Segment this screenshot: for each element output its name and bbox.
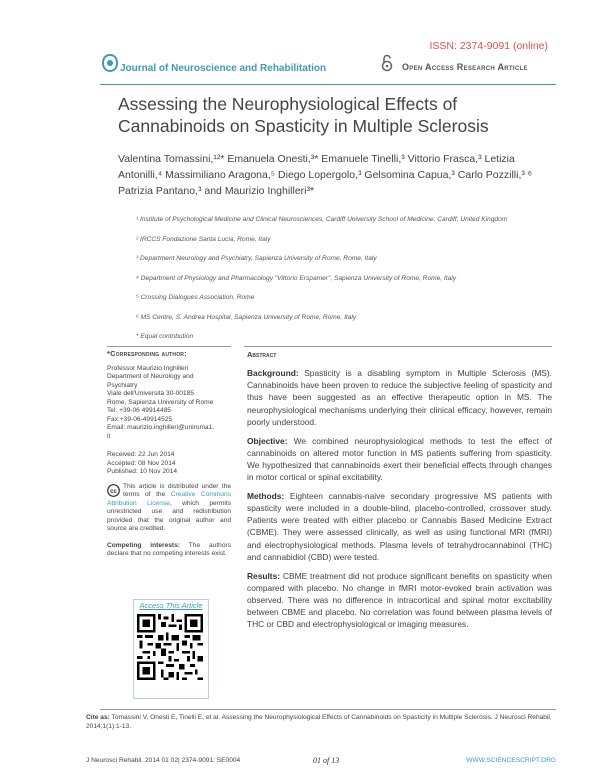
methods-label: Methods: — [247, 490, 285, 501]
affiliation-item: ³ Department Neurology and Psychiatry, Sapienza University of Rome, Rome, Italy — [136, 255, 377, 262]
website-link[interactable]: WWW.SCIENCESCRIPT.ORG — [466, 757, 556, 764]
abstract-results — [247, 570, 552, 631]
affiliation-item: ⁴ Department of Physiology and Pharmacology "Vittorio Erspamer", Sapienza University of Rome, Rome, Italy — [136, 274, 457, 282]
citation — [86, 713, 556, 731]
competing-interests-label: Competing interests: — [107, 541, 180, 549]
abstract-methods — [247, 490, 552, 563]
page-number: 01 of 13 — [313, 756, 340, 765]
published-date: Published: 10 Nov 2014 — [107, 468, 178, 475]
license-block — [107, 483, 231, 534]
results-text: CBME treatment did not produce significant benefits on spasticity when compared with placebo. No change in fMRI motor-evoked brain activation was observed. There was no difference in intracortical and spinal motor excitability between CBME and placebo. No correlation was found between plasma levels of THC or CBD and electrophysiological or imaging measures. — [247, 570, 553, 630]
qr-code-icon[interactable] — [137, 614, 203, 680]
sidebar-divider — [107, 346, 231, 347]
background-text: Spasticity is a disabling symptom in Multiple Sclerosis (MS). Cannabinoids have been proven to reduce the subjective feeling of spasticity and thus have been suggested as an effective therapeutic option in MS. The neurophysiological mechanisms underlying their clinical efficacy, however, remain poorly understood. — [247, 368, 553, 427]
corr-line: Rome, Sapienza University of Rome — [107, 398, 214, 406]
objective-label: Objective: — [247, 435, 288, 446]
abstract-body — [247, 367, 552, 637]
competing-interests-text: The authors declare that no competing interests exist. — [107, 541, 231, 557]
access-article-link[interactable]: Access This Article — [139, 601, 203, 610]
author-list: Valentina Tomassini,¹²* Emanuela Onesti,³* Emanuele Tinelli,³ Vittorio Frasca,³ Letizia Antonilli,⁴ Massimiliano Aragona,⁵ Diego Lopergolo,³ Gelsomina Capua,³ Carlo Pozzilli,³ ⁶ Patrizia Pantano,³ and Maurizio Inghilleri³* — [118, 153, 533, 197]
journal-name: Journal of Neuroscience and Rehabilitation — [120, 63, 327, 74]
corr-line: Fax:+39-06-49914525 — [107, 415, 173, 423]
footer-journal-ref: J Neurosci Rehabil. 2014 01 02| 2374-9091: SE0004 — [86, 757, 241, 764]
cite-label: Cite as: — [86, 714, 110, 721]
article-title: Assessing the Neurophysiological Effects of Cannabinoids on Spasticity in Multiple Sclerosis — [118, 94, 489, 136]
corr-line: Professor Maurizio Inghilleri — [107, 364, 189, 372]
accepted-date: Accepted: 08 Nov 2014 — [107, 459, 176, 467]
svg-text:cc: cc — [110, 488, 117, 495]
issn-label: ISSN: 2374-9091 (online) — [429, 40, 548, 52]
corr-line: it — [107, 432, 111, 440]
abstract-background — [247, 367, 552, 428]
journal-logo-icon — [102, 54, 118, 72]
email-link[interactable]: Email: maurizio.inghilleri@uniroma1. — [107, 424, 215, 431]
abstract-divider — [244, 346, 552, 347]
header-divider — [100, 84, 556, 85]
open-access-lock-icon — [380, 54, 394, 72]
affiliation-item: ² IRCCS Fondazione Santa Lucia, Rome, Italy — [136, 235, 271, 243]
affiliations — [136, 216, 556, 353]
background-label: Background: — [247, 368, 299, 378]
corr-line: Viale dell'Università 30-00185 — [107, 390, 194, 397]
affiliation-item: ⁶ MS Centre, S. Andrea Hospital, Sapienza University of Rome, Rome, Italy — [136, 313, 357, 321]
results-label: Results: — [247, 570, 281, 581]
corr-line: Tel: +39-06 49914485 — [107, 407, 171, 414]
open-access-label: Open Access Research Article — [402, 62, 528, 72]
abstract-heading: Abstract — [247, 350, 277, 359]
affiliation-item: * Equal contribution — [136, 333, 194, 340]
objective-text: We combined neurophysiological methods to test the effect of cannabinoids on altered motor function in MS patients suffering from spasticity. We hypothesized that cannabinoids exert their beneficial effects through changes in motor cortical or spinal excitability. — [247, 435, 552, 483]
competing-interests — [107, 542, 231, 559]
corresponding-author-heading: *Corresponding author: — [107, 349, 187, 358]
creative-commons-link[interactable]: Creative Commons Attribution License — [107, 491, 231, 507]
license-text: , which permits unrestricted use and redistribution provided that the original author and source are credited. — [107, 499, 231, 532]
affiliation-item: ¹ Institute of Psychological Medicine and Clinical Neurosciences, Cardiff University School of Medicine, Cardiff, United Kingdom — [136, 216, 508, 223]
creative-commons-icon — [107, 484, 120, 497]
methods-text: Eighteen cannabis-naive secondary progressive MS patients with spasticity were included in a double-blind, placebo-controlled, crossover study. Patients were treated with either placebo or Cannabis Based Medicine Extract (CBME). They were assessed clinically, as well as using functional MRI (fMRI) and electrophysiological methods. Plasma levels of tetrahydrocannabinol (THC) and cannabidiol (CBD) were tested. — [247, 490, 553, 562]
license-text: This article is distributed under the terms of the — [123, 482, 231, 498]
received-date: Received: 22 Jun 2014 — [107, 451, 175, 458]
abstract-objective — [247, 435, 552, 484]
corresponding-author-details — [107, 365, 231, 442]
article-dates — [107, 451, 231, 477]
corr-line: Psychiatry — [107, 381, 138, 389]
cite-text: Tomassini V, Onesti E, Tinelli E, et al. Assessing the Neurophysiological Effects of Cannabinoids on Spasticity in Multiple Sclerosis. J Neurosci Rehabil. 2014;1(1):1-13. — [86, 714, 552, 730]
affiliation-item: ⁵ Crossing Dialogues Association, Rome — [136, 294, 255, 301]
corr-line: Department of Neurology and — [107, 373, 194, 380]
sidebar — [107, 350, 231, 559]
footer-divider — [100, 709, 556, 710]
